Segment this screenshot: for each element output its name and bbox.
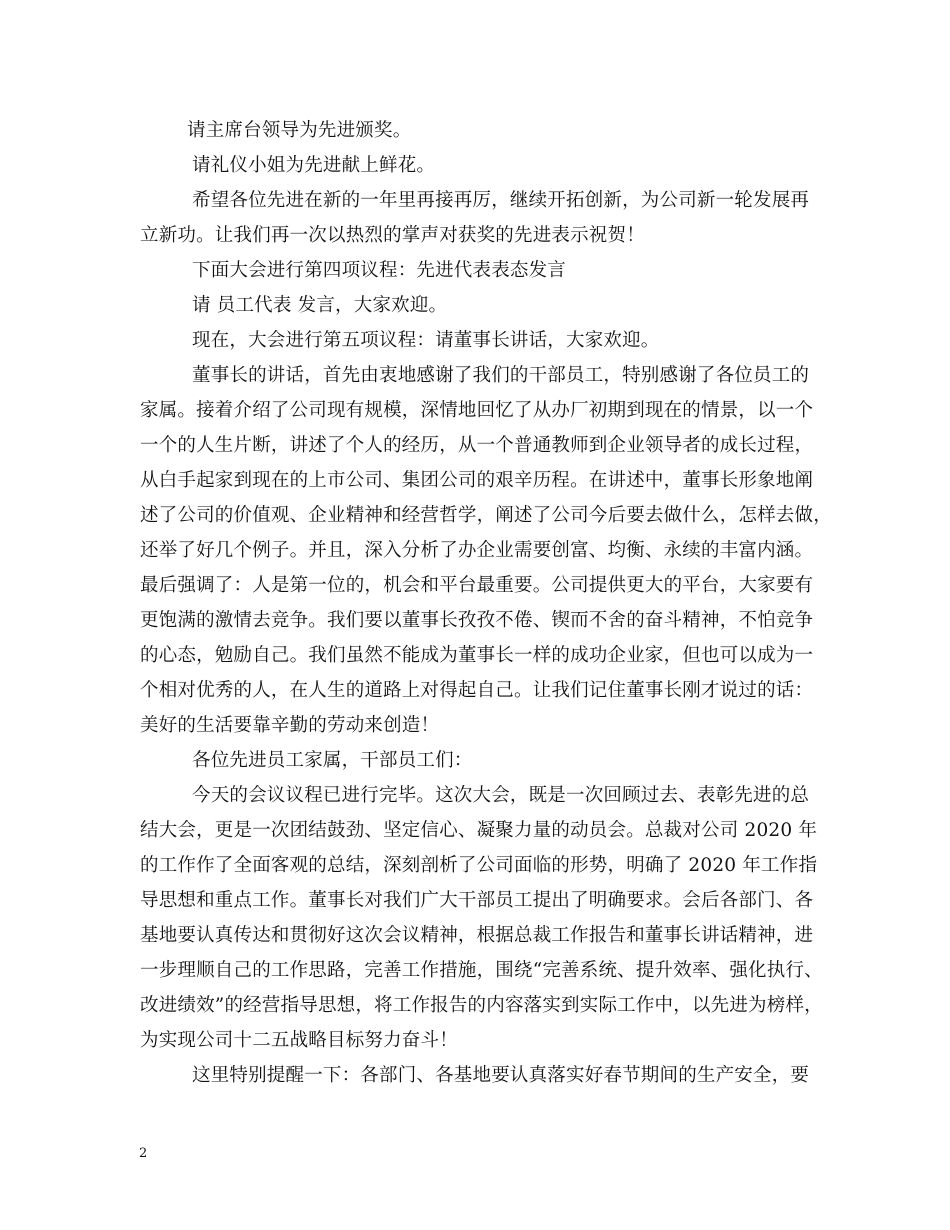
chairman-speech-line-7: 最后强调了：人是第一位的，机会和平台最重要。公司提供更大的平台，大家要有: [140, 575, 814, 596]
closing-paragraph-line-8: 为实现公司十二五战略目标努力奋斗！: [140, 1030, 458, 1051]
audience-greeting: 各位先进员工家属，干部员工们：: [192, 750, 473, 771]
paragraph-wish-line-1: 希望各位先进在新的一年里再接再厉，继续开拓创新，为公司新一轮发展再: [192, 190, 810, 211]
employee-speech-invite: 请 员工代表 发言，大家欢迎。: [192, 295, 448, 316]
chairman-speech-line-3: 一个的人生片断，讲述了个人的经历，从一个普通教师到企业领导者的成长过程，: [140, 435, 814, 456]
chairman-speech-line-1: 董事长的讲话，首先由衷地感谢了我们的干部员工，特别感谢了各位员工的: [192, 365, 810, 386]
agenda-item-five: 现在，大会进行第五项议程：请董事长讲话，大家欢迎。: [192, 330, 660, 351]
closing-paragraph-line-7: 改进绩效”的经营指导思想，将工作报告的内容落实到实际工作中，以先进为榜样，: [140, 995, 823, 1016]
chairman-speech-line-10: 个相对优秀的人，在人生的道路上对得起自己。让我们记住董事长刚才说过的话：: [140, 680, 814, 701]
agenda-item-four: 下面大会进行第四项议程：先进代表表态发言: [192, 260, 567, 281]
safety-reminder-line-1: 这里特别提醒一下：各部门、各基地要认真落实好春节期间的生产安全，要: [192, 1065, 810, 1086]
closing-paragraph-line-6: 一步理顺自己的工作思路，完善工作措施，围绕“完善系统、提升效率、强化执行、: [140, 960, 823, 981]
chairman-speech-line-5: 述了公司的价值观、企业精神和经营哲学，阐述了公司今后要去做什么，怎样去做，: [140, 505, 832, 526]
closing-paragraph-line-5: 基地要认真传达和贯彻好这次会议精神，根据总裁工作报告和董事长讲话精神，进: [140, 925, 814, 946]
chairman-speech-line-9: 的心态，勉励自己。我们虽然不能成为董事长一样的成功企业家，但也可以成为一: [140, 645, 814, 666]
closing-paragraph-line-2: 结大会，更是一次团结鼓劲、坚定信心、凝聚力量的动员会。总裁对公司 2020 年: [140, 820, 818, 841]
chairman-speech-line-6: 还举了好几个例子。并且，深入分析了办企业需要创富、均衡、永续的丰富内涵。: [140, 540, 814, 561]
chairman-speech-line-8: 更饱满的激情去竞争。我们要以董事长孜孜不倦、锲而不舍的奋斗精神，不怕竞争: [140, 610, 814, 631]
paragraph-wish-line-2: 立新功。让我们再一次以热烈的掌声对获奖的先进表示祝贺！: [140, 225, 645, 246]
closing-paragraph-line-1: 今天的会议议程已进行完毕。这次大会，既是一次回顾过去、表彰先进的总: [192, 785, 810, 806]
paragraph-flower-presentation: 请礼仪小姐为先进献上鲜花。: [192, 155, 436, 176]
closing-paragraph-line-3: 的工作作了全面客观的总结，深刻剖析了公司面临的形势，明确了 2020 年工作指: [140, 855, 818, 876]
paragraph-award-presentation: 请主席台领导为先进颁奖。: [187, 120, 412, 141]
page-number: 2: [139, 1146, 148, 1161]
chairman-speech-line-11: 美好的生活要靠辛勤的劳动来创造！: [140, 715, 440, 736]
chairman-speech-line-4: 从白手起家到现在的上市公司、集团公司的艰辛历程。在讲述中，董事长形象地阐: [140, 470, 814, 491]
chairman-speech-line-2: 家属。接着介绍了公司现有规模，深情地回忆了从办厂初期到现在的情景，以一个: [140, 400, 814, 421]
closing-paragraph-line-4: 导思想和重点工作。董事长对我们广大干部员工提出了明确要求。会后各部门、各: [140, 890, 814, 911]
